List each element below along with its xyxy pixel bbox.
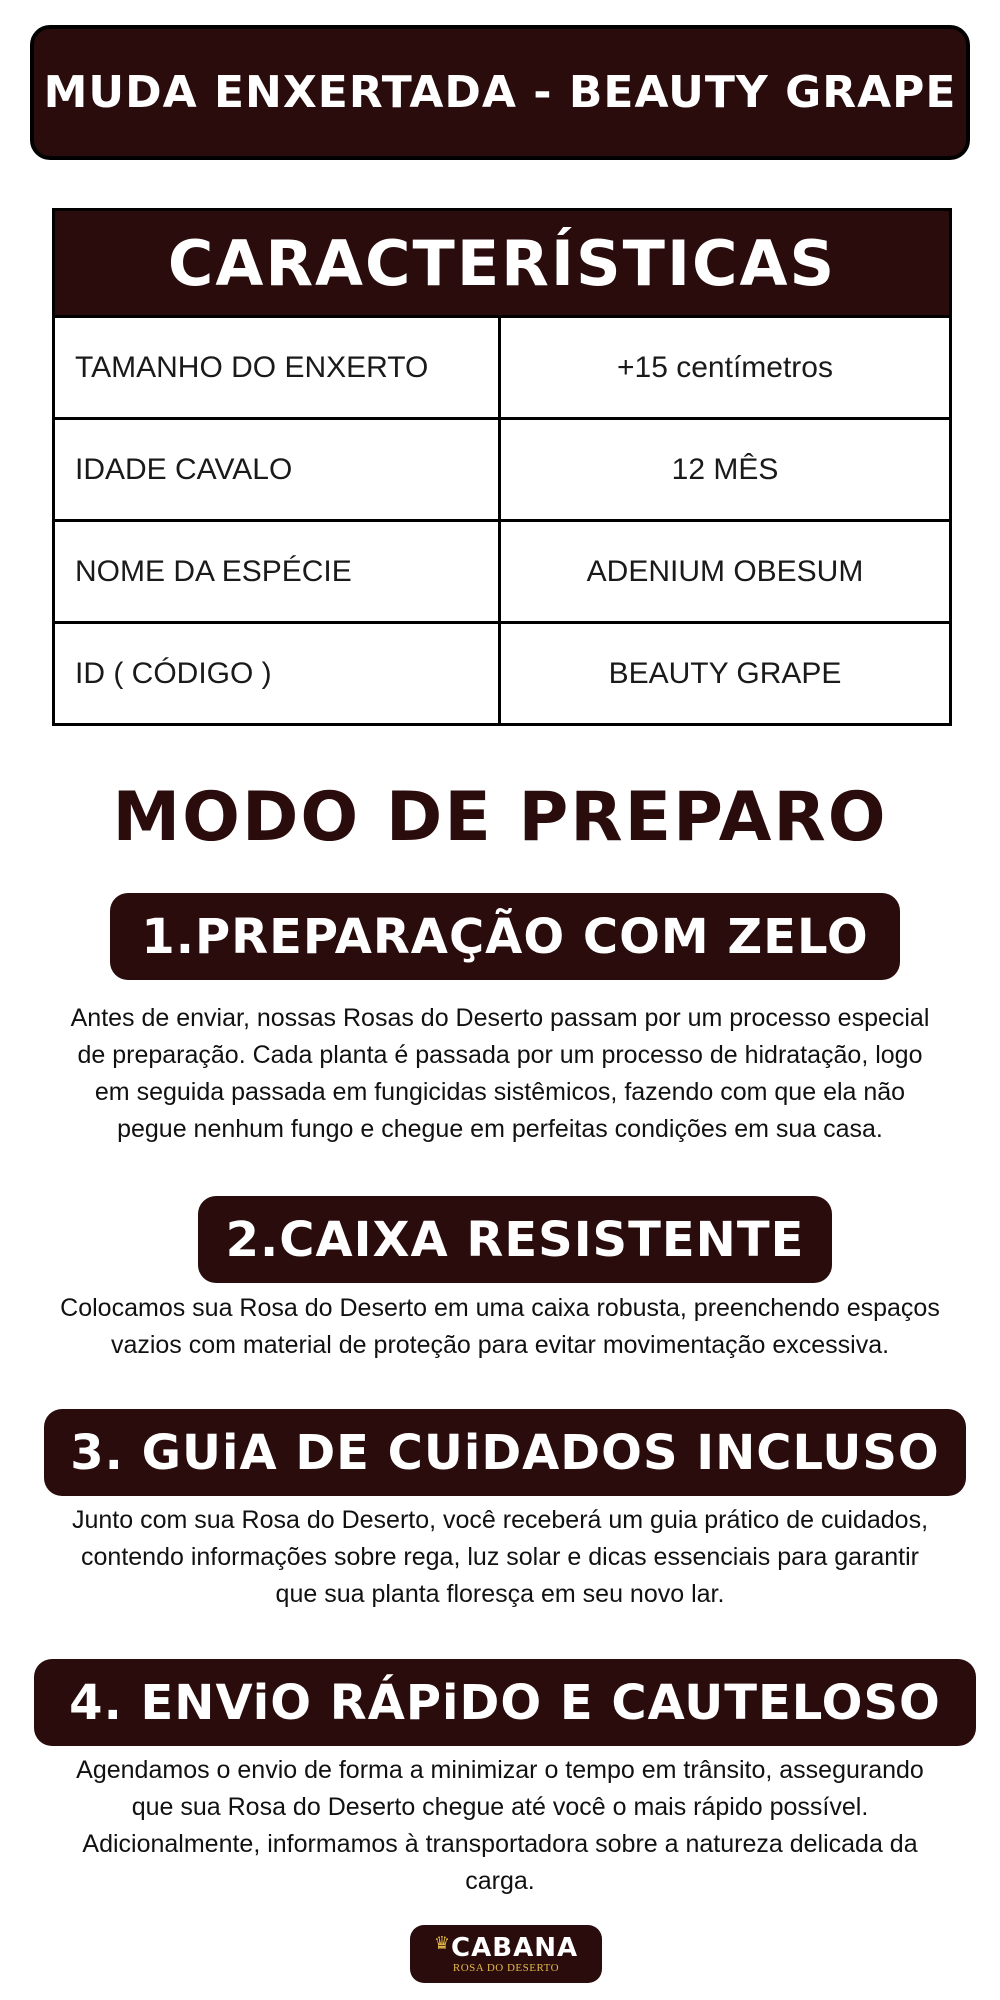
specs-table bbox=[52, 208, 952, 726]
table-row bbox=[54, 317, 951, 419]
product-title-banner bbox=[30, 25, 970, 160]
spec-label: NOME DA ESPÉCIE bbox=[54, 521, 500, 623]
brand-name: CABANA bbox=[451, 1932, 579, 1963]
step-2-text: Colocamos sua Rosa do Deserto em uma caixa robusta, preenchendo espaços vazios com material de proteção para evitar movimentação excessiva. bbox=[60, 1294, 940, 1359]
table-row bbox=[54, 419, 951, 521]
spec-label: TAMANHO DO ENXERTO bbox=[54, 317, 500, 419]
table-row bbox=[54, 521, 951, 623]
step-4-title: 4. ENViO RÁPiDO E CAUTELOSO bbox=[34, 1659, 976, 1746]
spec-value: +15 centímetros bbox=[500, 317, 951, 419]
brand-subtitle: ROSA DO DESERTO bbox=[452, 1961, 560, 1974]
crown-icon: ♛ bbox=[433, 1932, 452, 1954]
specs-title: CARACTERÍSTICAS bbox=[54, 210, 951, 317]
spec-value: BEAUTY GRAPE bbox=[500, 623, 951, 725]
step-1-text: Antes de enviar, nossas Rosas do Deserto passam por um processo especial de preparação. Cada planta é passada por um processo de hidratação, logo em seguida passada em fungicidas sistêmicos, fazendo com que ela não pegue nenhum fungo e chegue em perfeitas condições em sua casa. bbox=[70, 1004, 930, 1143]
spec-label: ID ( CÓDIGO ) bbox=[54, 623, 500, 725]
product-title: MUDA ENXERTADA - BEAUTY GRAPE bbox=[43, 67, 957, 118]
spec-value: 12 MÊS bbox=[500, 419, 951, 521]
table-row bbox=[54, 623, 951, 725]
step-3-title: 3. GUiA DE CUiDADOS INCLUSO bbox=[44, 1409, 966, 1496]
brand-logo bbox=[410, 1925, 602, 1983]
preparation-section-title: MODO DE PREPARO bbox=[112, 778, 888, 857]
step-1-title: 1.PREPARAÇÃO COM ZELO bbox=[110, 893, 900, 980]
step-3-text: Junto com sua Rosa do Deserto, você receberá um guia prático de cuidados, contendo informações sobre rega, luz solar e dicas essenciais para garantir que sua planta floresça em seu novo lar. bbox=[71, 1506, 929, 1608]
spec-label: IDADE CAVALO bbox=[54, 419, 500, 521]
step-2-title: 2.CAIXA RESISTENTE bbox=[198, 1196, 832, 1283]
spec-value: ADENIUM OBESUM bbox=[500, 521, 951, 623]
step-4-text: Agendamos o envio de forma a minimizar o tempo em trânsito, assegurando que sua Rosa do Deserto chegue até você o mais rápido possível. Adicionalmente, informamos à transportadora sobre a natureza delicada da carga. bbox=[76, 1756, 924, 1895]
